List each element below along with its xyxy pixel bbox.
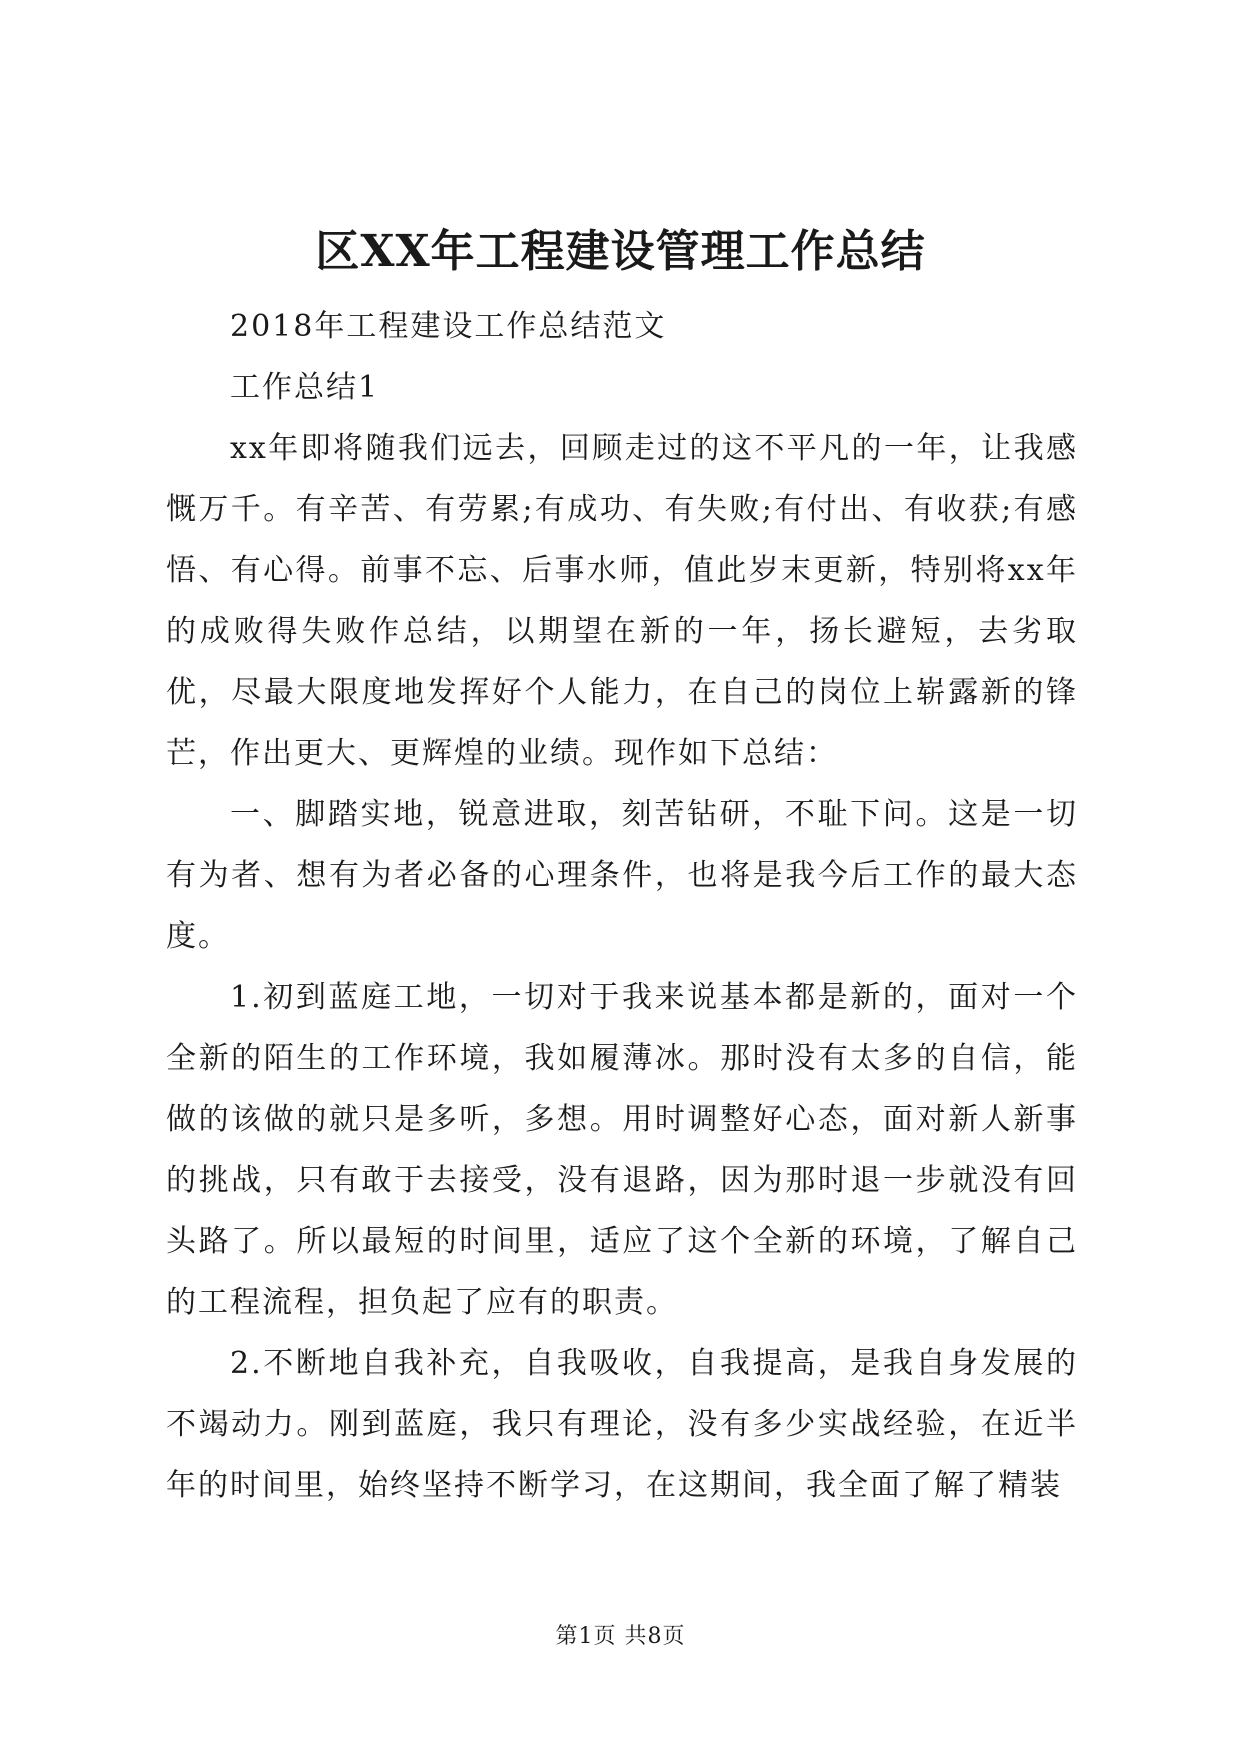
- body-paragraph: 2.不断地自我补充，自我吸收，自我提高，是我自身发展的不竭动力。刚到蓝庭，我只有理论，没有多少实战经验，在近半年的时间里，始终坚持不断学习，在这期间，我全面了解了精装: [166, 1346, 1078, 1503]
- page-number-footer: 第1页 共8页: [555, 1624, 686, 1649]
- document-body: [166, 296, 1078, 1516]
- body-paragraph: 1.初到蓝庭工地，一切对于我来说基本都是新的，面对一个全新的陌生的工作环境，我如履薄冰。那时没有太多的自信，能做的该做的就只是多听，多想。用时调整好心态，面对新人新事的挑战，只有敢于去接受，没有退路，因为那时退一步就没有回头路了。所以最短的时间里，适应了这个全新的环境，了解自己的工程流程，担负起了应有的职责。: [166, 980, 1078, 1320]
- document-title: 区XX年工程建设管理工作总结: [315, 226, 926, 277]
- section-heading: 工作总结1: [230, 370, 380, 405]
- document-subtitle: 2018年工程建设工作总结范文: [230, 309, 667, 344]
- body-paragraph: 一、脚踏实地，锐意进取，刻苦钻研，不耻下问。这是一切有为者、想有为者必备的心理条件，也将是我今后工作的最大态度。: [166, 797, 1078, 954]
- body-paragraph: xx年即将随我们远去，回顾走过的这不平凡的一年，让我感慨万千。有辛苦、有劳累;有成功、有失败;有付出、有收获;有感悟、有心得。前事不忘、后事水师，值此岁末更新，特别将xx年的成败得失败作总结，以期望在新的一年，扬长避短，去劣取优，尽最大限度地发挥好个人能力，在自己的岗位上崭露新的锋芒，作出更大、更辉煌的业绩。现作如下总结：: [166, 431, 1078, 771]
